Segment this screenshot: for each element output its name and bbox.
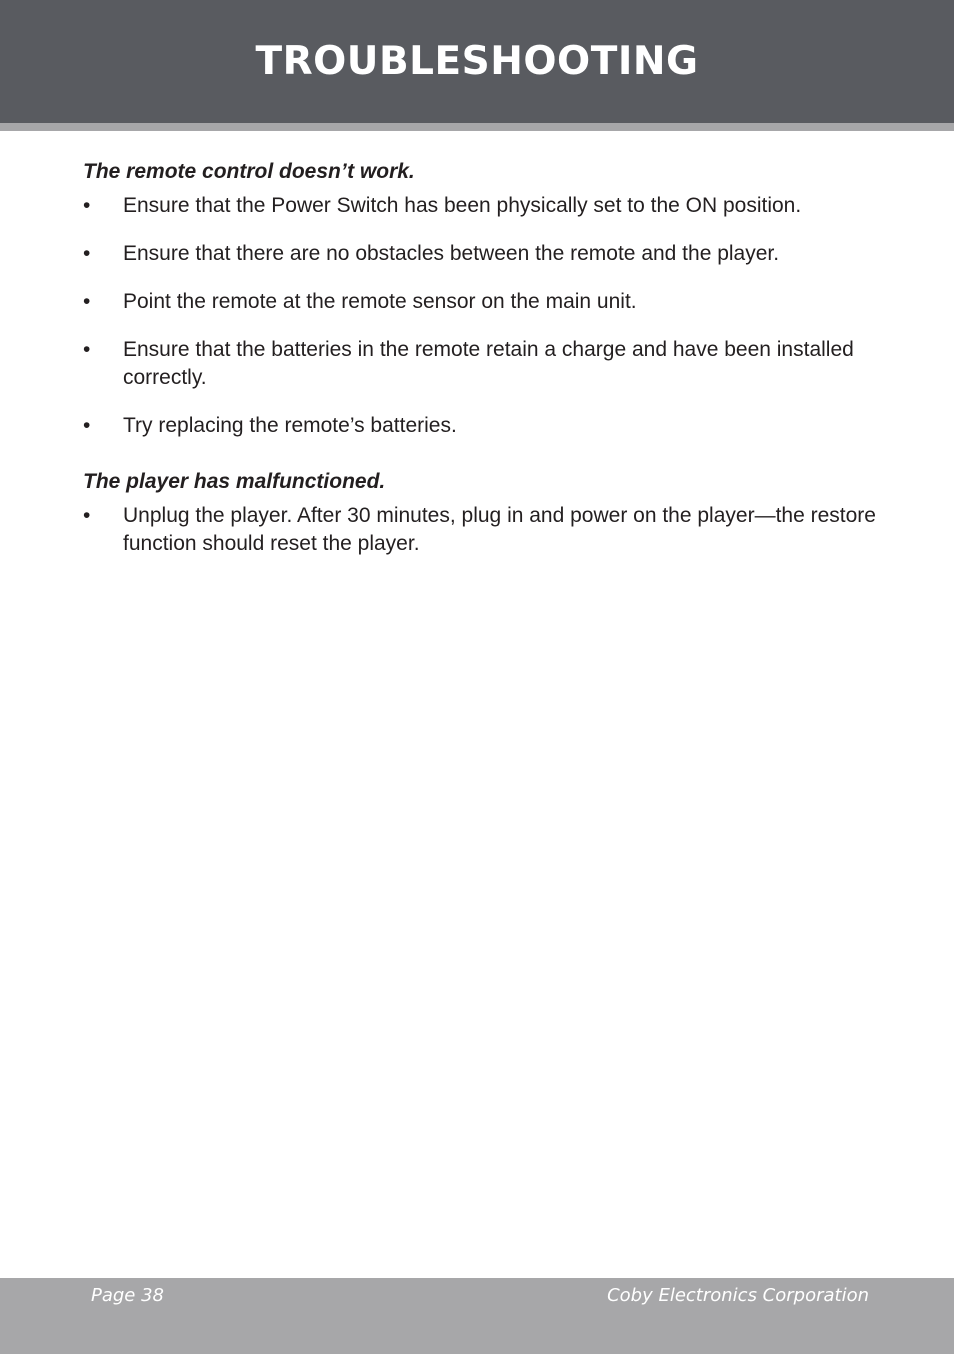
list-item-text: Try replacing the remote’s batteries. [123, 414, 457, 437]
page-title: TROUBLESHOOTING [255, 39, 699, 84]
bullet-icon: • [83, 414, 91, 437]
section-spacer [83, 460, 883, 468]
list-item-text: Point the remote at the remote sensor on the main unit. [123, 290, 637, 313]
list-item [83, 336, 883, 392]
list-item [83, 240, 883, 268]
list-item-text: Ensure that the Power Switch has been physically set to the ON position. [123, 194, 802, 217]
list-item-text: Ensure that there are no obstacles between the remote and the player. [123, 242, 780, 265]
bullet-icon: • [83, 504, 91, 527]
section-heading-malfunction: The player has malfunctioned. [83, 470, 386, 493]
bullet-icon: • [83, 242, 91, 265]
malfunction-troubleshooting-list [83, 502, 883, 558]
bullet-icon: • [83, 290, 91, 313]
list-item [83, 288, 883, 316]
bullet-icon: • [83, 338, 91, 361]
bullet-icon: • [83, 194, 91, 217]
main-content [83, 158, 883, 578]
page-number: Page 38 [91, 1285, 165, 1306]
list-item [83, 502, 883, 558]
list-item-text: Unplug the player. After 30 minutes, plug in and power on the player—the restore function should reset the player. [123, 504, 876, 555]
list-item [83, 192, 883, 220]
list-item-text: Ensure that the batteries in the remote retain a charge and have been installed correctly. [123, 338, 854, 389]
header-stripe [0, 123, 954, 131]
list-item [83, 412, 883, 440]
company-name: Coby Electronics Corporation [607, 1285, 869, 1306]
section-heading-remote: The remote control doesn’t work. [83, 160, 415, 183]
remote-troubleshooting-list [83, 192, 883, 440]
